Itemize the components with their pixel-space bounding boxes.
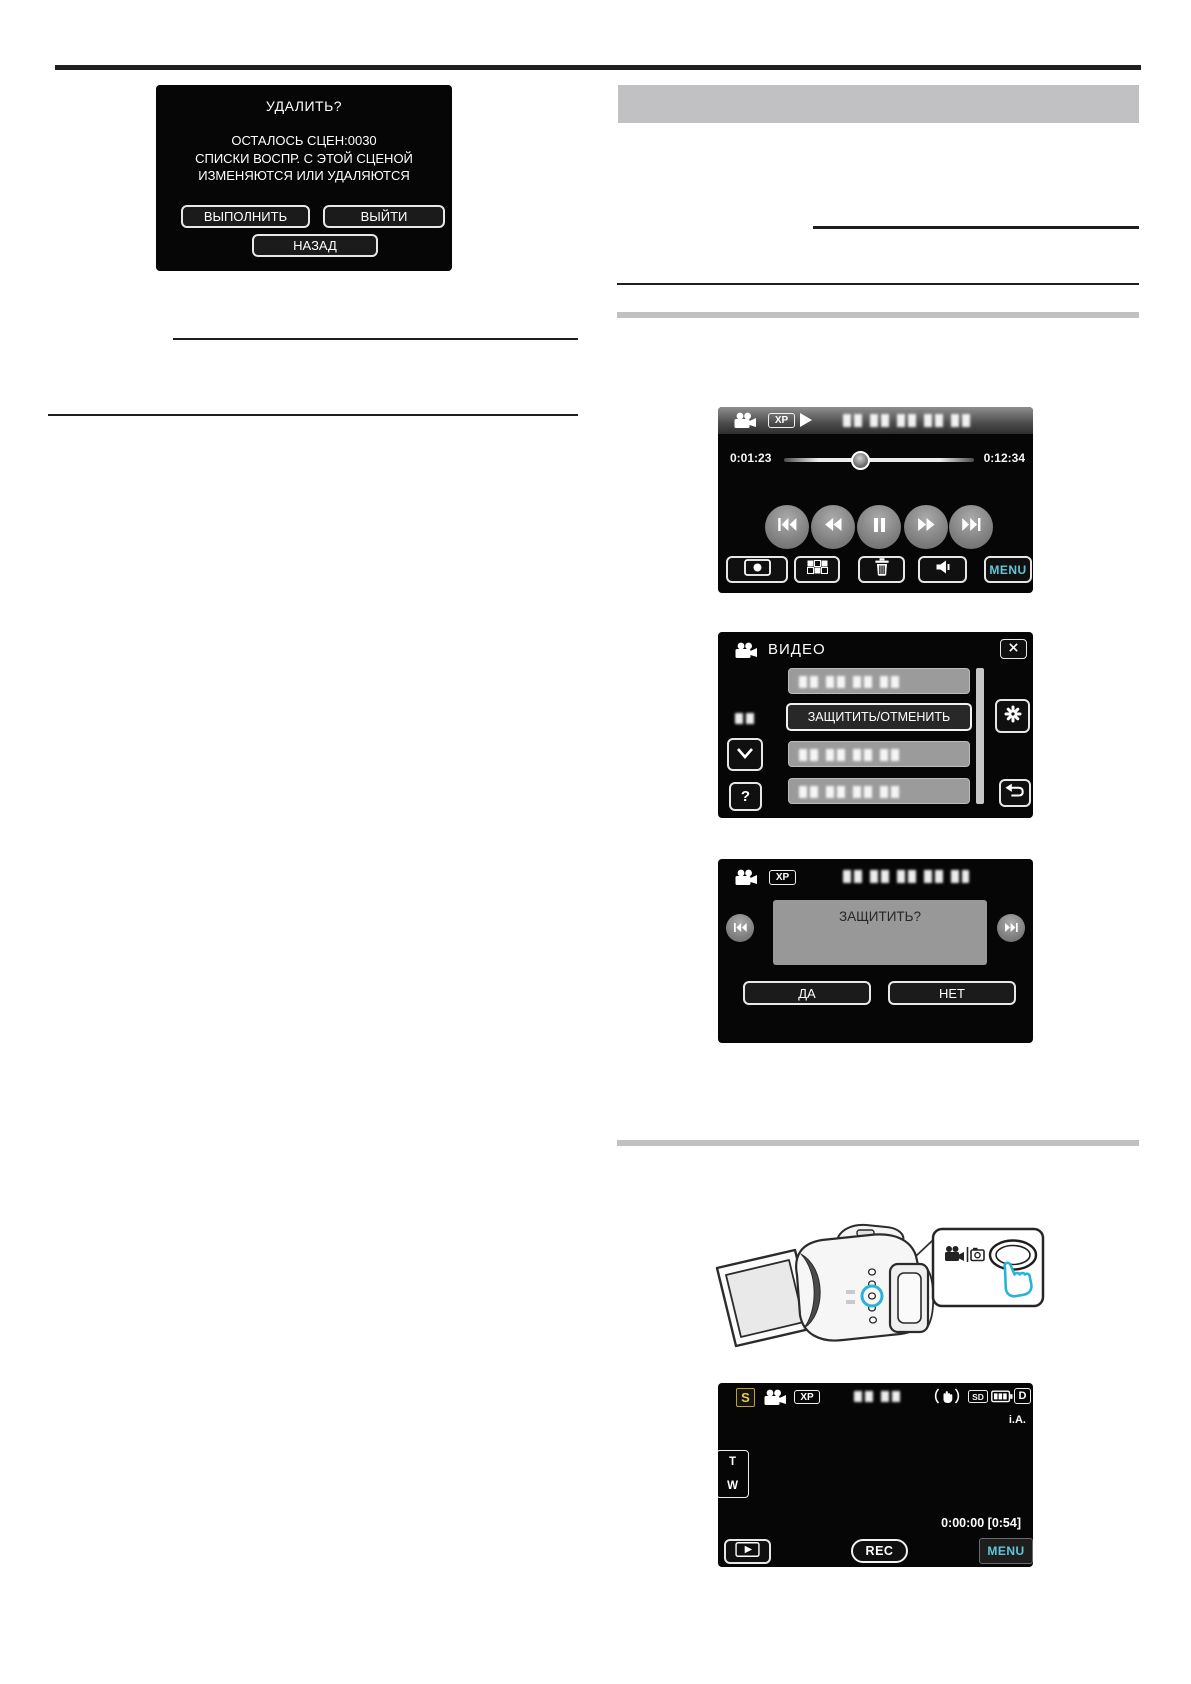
next-icon	[1005, 919, 1018, 937]
rewind-icon	[825, 518, 842, 536]
next-button	[949, 505, 993, 549]
datetime-pixelated	[843, 414, 971, 427]
rec-label: REC	[865, 1544, 894, 1558]
chevron-down-icon	[735, 746, 755, 764]
delete-button	[858, 556, 905, 583]
forward-button	[904, 505, 948, 549]
camcorder-icon	[734, 869, 760, 891]
d-label: D	[1018, 1390, 1027, 1402]
menu-row-pixelated-3	[788, 778, 970, 804]
battery-icon	[991, 1390, 1013, 1408]
message-line-2: СПИСКИ ВОСПР. С ЭТОЙ СЦЕНОЙ	[195, 150, 413, 166]
menu-row-pixelated-1	[788, 668, 970, 694]
pause-button	[857, 505, 901, 549]
xp-mode-badge	[769, 870, 796, 885]
camcorder-icon	[763, 1389, 789, 1411]
s-mode-badge	[736, 1388, 755, 1407]
delete-dialog-title: УДАЛИТЬ?	[265, 98, 343, 114]
speaker-icon	[936, 560, 950, 579]
playback-icon	[735, 1542, 760, 1562]
exit-label: ВЫЙТИ	[360, 209, 408, 224]
datetime-pixelated	[854, 1391, 906, 1402]
zoom-indicator	[718, 1450, 749, 1498]
recording-counter: 0:00:00 [0:54]	[941, 1516, 1021, 1530]
section-header-bar	[618, 85, 1139, 123]
scroll-down-button	[727, 738, 763, 771]
help-button	[729, 782, 762, 811]
previous-file-button	[726, 914, 754, 942]
page-counter-pixelated	[735, 713, 762, 724]
intelligent-auto-label: i.A.	[1008, 1414, 1026, 1426]
volume-button	[918, 556, 967, 583]
menu-row-pixelated-text	[799, 786, 903, 798]
protect-prompt-panel	[773, 900, 987, 965]
slider-knob	[851, 451, 870, 470]
top-rule	[55, 65, 1141, 70]
back-button	[252, 234, 378, 257]
message-line-3: ИЗМЕНЯЮТСЯ ИЛИ УДАЛЯЮТСЯ	[198, 168, 410, 183]
no-button	[888, 981, 1016, 1005]
zoom-tele-label: T	[728, 1456, 737, 1468]
menu-row-pixelated-text	[799, 749, 903, 761]
trash-icon	[873, 558, 891, 581]
stabilizer-icon	[934, 1388, 960, 1409]
protect-cancel-label: ЗАЩИТИТЬ/ОТМЕНИТЬ	[807, 710, 951, 724]
menu-button	[979, 1538, 1033, 1564]
video-menu-title: ВИДЕО	[768, 641, 826, 658]
menu-row-protect	[786, 703, 972, 731]
right-separator-full	[617, 283, 1139, 285]
previous-button	[765, 505, 809, 549]
close-icon	[1008, 640, 1019, 658]
xp-label: XP	[800, 1391, 814, 1403]
camcorder-icon	[734, 642, 760, 664]
elapsed-time: 0:01:23	[730, 451, 772, 465]
close-button	[1000, 639, 1027, 659]
rewind-button	[811, 505, 855, 549]
display-mode-button	[726, 556, 788, 583]
rec-button	[851, 1539, 908, 1563]
message-line-1: ОСТАЛОСЬ СЦЕН:0030	[231, 133, 377, 148]
next-icon	[962, 518, 981, 536]
execute-label: ВЫПОЛНИТЬ	[203, 209, 288, 224]
s-label: S	[741, 1390, 750, 1405]
right-gray-line-1	[617, 312, 1139, 318]
return-button	[999, 779, 1031, 807]
execute-button	[181, 205, 310, 228]
delete-dialog-message	[156, 132, 452, 185]
sd-card-icon	[968, 1390, 988, 1403]
camcorder-icon	[733, 412, 759, 434]
total-time: 0:12:34	[983, 451, 1025, 465]
exit-button	[323, 205, 445, 228]
previous-icon	[734, 919, 747, 937]
left-separator-partial	[173, 338, 578, 340]
back-label: НАЗАД	[293, 238, 337, 253]
video-menu-screen	[718, 632, 1033, 818]
return-arrow-icon	[1005, 783, 1025, 803]
left-separator-full	[48, 414, 578, 416]
sd-label: SD	[972, 1391, 984, 1402]
display-mode-icon	[744, 559, 771, 581]
d-mode-badge	[1014, 1388, 1031, 1404]
index-grid-icon	[807, 560, 828, 579]
yes-button	[743, 981, 871, 1005]
right-separator-partial	[813, 226, 1139, 229]
xp-mode-badge	[794, 1390, 820, 1404]
menu-label: MENU	[987, 1544, 1025, 1558]
gear-icon	[1003, 704, 1023, 729]
settings-button	[995, 699, 1030, 733]
index-button	[794, 556, 840, 583]
forward-icon	[918, 518, 935, 536]
menu-row-pixelated-2	[788, 741, 970, 767]
pause-icon	[873, 518, 886, 537]
right-gray-line-2	[617, 1140, 1139, 1146]
menu-button	[984, 556, 1032, 583]
playback-mode-button	[724, 1539, 771, 1564]
menu-label: MENU	[989, 562, 1027, 577]
menu-row-pixelated-text	[799, 676, 903, 688]
zoom-wide-label: W	[727, 1480, 738, 1492]
protect-screen	[718, 859, 1033, 1043]
xp-label: XP	[775, 872, 790, 883]
playback-screen	[718, 407, 1033, 593]
protect-prompt: ЗАЩИТИТЬ?	[838, 909, 922, 924]
play-icon	[800, 413, 812, 427]
no-label: НЕТ	[939, 985, 965, 1001]
camcorder-body	[796, 1225, 933, 1341]
xp-label: XP	[774, 415, 789, 426]
scrollbar	[976, 668, 984, 804]
camcorder-illustration	[700, 1212, 1050, 1352]
delete-dialog-screen	[156, 85, 452, 271]
previous-icon	[778, 518, 797, 536]
help-label: ?	[740, 788, 751, 805]
playback-slider	[784, 458, 974, 462]
xp-mode-badge	[768, 413, 795, 428]
next-file-button	[997, 914, 1025, 942]
mode-toggle-button	[990, 1241, 1036, 1270]
yes-label: ДА	[798, 985, 816, 1001]
recording-screen	[718, 1383, 1033, 1567]
datetime-pixelated	[843, 870, 969, 883]
